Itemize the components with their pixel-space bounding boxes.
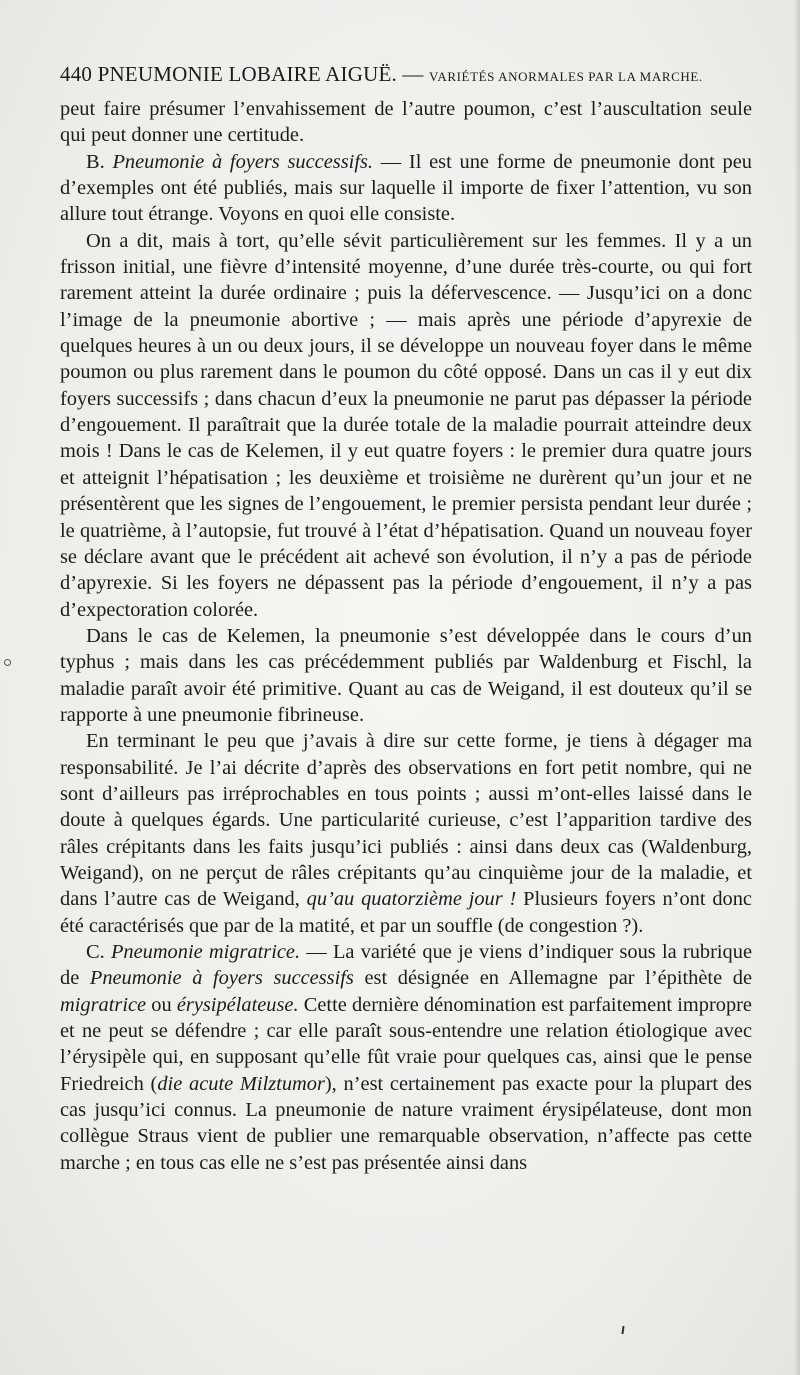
body-text xyxy=(60,96,752,1176)
margin-dot-mark xyxy=(4,659,11,666)
italic-text: Pneumonie à foyers successifs xyxy=(89,967,354,990)
paragraph xyxy=(60,623,752,728)
running-header xyxy=(60,62,740,87)
italic-text: Pneumonie migratrice. xyxy=(110,941,301,963)
italic-text: Pneumonie à foyers successifs. xyxy=(112,150,374,173)
italic-text: migratrice xyxy=(60,993,147,1016)
text-run: est désignée en Allemagne par l’épithète de xyxy=(353,967,752,990)
page-number: 440 xyxy=(60,62,93,86)
italic-text: qu’au quatorzième jour ! xyxy=(306,888,517,911)
paragraph xyxy=(60,149,752,228)
running-title: PNEUMONIE LOBAIRE AIGUË. xyxy=(97,62,397,86)
italic-text: die acute Milztumor xyxy=(157,1072,325,1095)
stray-ink-mark xyxy=(621,1326,624,1334)
page-edge-shadow xyxy=(794,0,800,1375)
text-run: En terminant le peu que j’avais à dire sur cette forme, je tiens à dégager ma responsabilité. Je l’ai décrite d’après des observations en fort petit nombre, qui ne sont d’ailleurs pas irréprochables en tous points ; aussi m’ont-elles laissé dans le doute à quelques égards. Une particularité curieuse, c’est l’apparition tardive des râles crépitants dans les faits jusqu’ici publiés : ainsi dans deux cas (Waldenburg, Weigand), on ne perçut de râles crépitants qu’au cinquième jour de la maladie, et dans l’autre cas de Weigand, xyxy=(60,730,752,911)
text-run: B. xyxy=(86,150,113,173)
text-run: Dans le cas de Kelemen, la pneumonie s’est développée dans le cours d’un typhus ; mais dans les cas précédemment publiés par Waldenburg et Fischl, la maladie paraît avoir été primitive. Quant au cas de Weigand, il est douteux qu’il se rapporte à une pneumonie fibrineuse. xyxy=(60,624,752,726)
text-run: — La variété que je viens d’indiquer sous la rubrique de xyxy=(60,941,753,990)
text-run: On a dit, mais à tort, qu’elle sévit particulièrement sur les femmes. Il y a un frisson initial, une fièvre d’intensité moyenne, d’une durée très-courte, ou qui fort rarement atteint la durée ordinaire ; puis la défervescence. — Jusqu’ici on a donc l’image de la pneumonie abortive ; — mais après une période d’apyrexie de quelques heures à un ou deux jours, il se développe un nouveau foyer dans le même poumon ou plus rarement dans le poumon du côté opposé. Dans un cas il y eut dix foyers successifs ; dans chacun d’eux la pneumonie ne parut pas dépasser la période d’engouement. Il paraîtrait que la durée totale de la maladie pourrait atteindre deux mois ! Dans le cas de Kelemen, il y eut quatre foyers : le premier dura quatre jours et atteignit l’hépatisation ; les deuxième et troisième ne durèrent qu’un jour et ne présentèrent que les signes de l’engouement, le premier persista pendant leur durée ; le quatrième, à l’autopsie, fut trouvé à l’état d’hépatisation. Quand un nouveau foyer se déclare avant que le précédent ait achevé son évolution, il n’y a pas de période d’apyrexie. Si les foyers ne dépassent pas la période d’engouement, il n’y a pas d’expectoration colorée. xyxy=(60,229,752,621)
section-title: VARIÉTÉS ANORMALES PAR LA MARCHE. xyxy=(429,69,703,84)
paragraph xyxy=(60,939,752,1176)
header-dash: — xyxy=(402,62,424,86)
paragraph xyxy=(60,96,752,149)
paragraph xyxy=(60,228,752,623)
text-run: Cette dernière dénomination est parfaitement impropre et ne peut se défendre ; car elle paraît sous-entendre une relation étiologique avec l’érysipèle qui, en supposant qu’elle fût vraie pour quelques cas, ainsi que le pense Friedreich ( xyxy=(60,993,752,1095)
text-run: Plusieurs foyers n’ont donc été caractérisés que par de la matité, et par un souffle (de congestion ?). xyxy=(60,888,752,937)
text-run: ou xyxy=(146,993,177,1016)
text-run: — Il est une forme de pneumonie dont peu d’exemples ont été publiés, mais sur laquelle il importe de fixer l’attention, vu son allure tout étrange. Voyons en quoi elle consiste. xyxy=(60,150,752,226)
text-run: ), n’est certainement pas exacte pour la plupart des cas jusqu’ici connus. La pneumonie de nature vraiment érysipélateuse, dont mon collègue Straus vient de publier une remarquable observation, n’affecte pas cette marche ; en tous cas elle ne s’est pas présentée ainsi dans xyxy=(60,1072,752,1174)
paragraph xyxy=(60,728,752,939)
italic-text: érysipélateuse. xyxy=(176,993,299,1016)
text-run: C. xyxy=(86,941,111,963)
text-run: peut faire présumer l’envahissement de l’autre poumon, c’est l’auscultation seule qui peut donner une certitude. xyxy=(60,98,752,147)
